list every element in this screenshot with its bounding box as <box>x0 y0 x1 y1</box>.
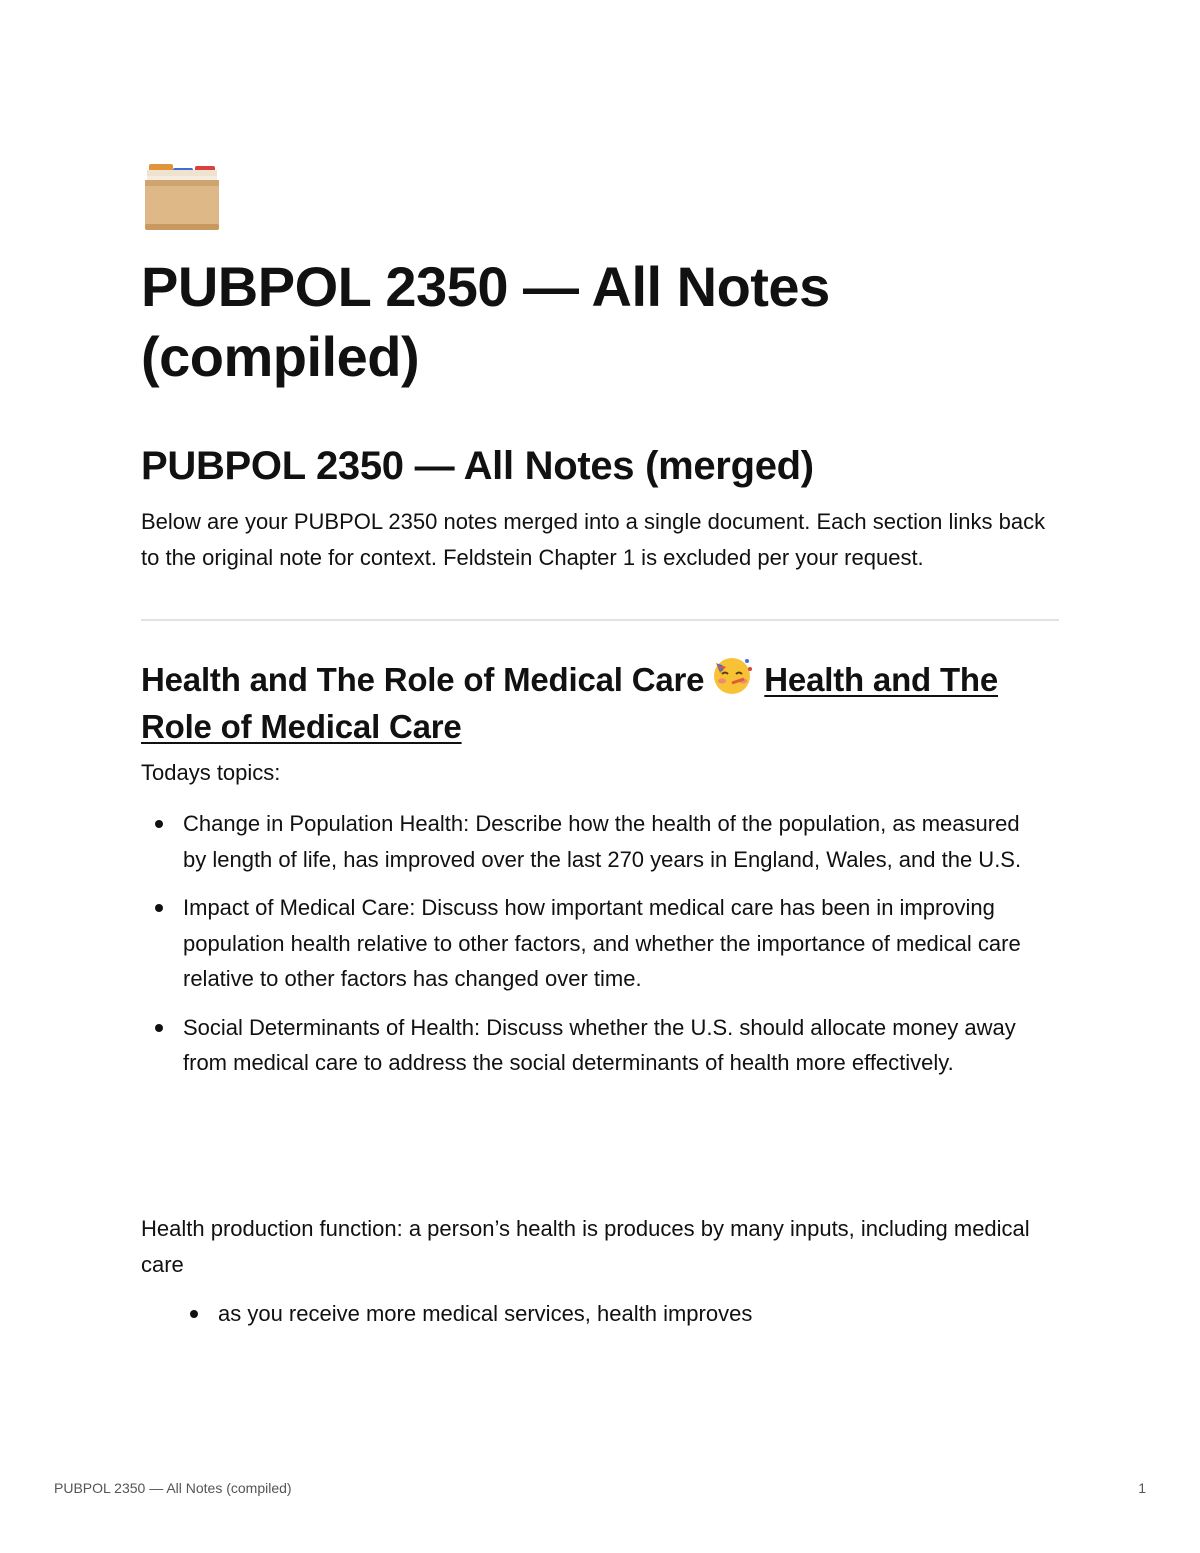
page-number: 1 <box>1138 1480 1146 1496</box>
list-item-text: Social Determinants of Health: Discuss whether the U.S. should allocate money away from medical care to address the social determinants of health more effectively. <box>183 1014 1016 1075</box>
document-heading: PUBPOL 2350 — All Notes (merged) <box>141 444 814 488</box>
bullet-icon <box>155 904 163 912</box>
intro-paragraph: Below are your PUBPOL 2350 notes merged into a single document. Each section links back to the original note for context. Feldstein Chapter 1 is excluded per your request. <box>141 509 1046 570</box>
topics-label: Todays topics: <box>141 760 281 785</box>
section-heading-text: Health and The Role of Medical Care <box>141 661 705 698</box>
health-production-function-text: Health production function: a person’s health is produces by many inputs, including medical care <box>141 1216 1030 1277</box>
card-index-dividers-icon <box>143 160 221 232</box>
section-heading <box>141 655 1041 748</box>
section-divider <box>141 619 1059 621</box>
page-title: PUBPOL 2350 — All Notes (compiled) <box>141 255 830 388</box>
list-item-text: Impact of Medical Care: Discuss how important medical care has been in improving population health relative to other factors, and whether the importance of medical care relative to other factors has changed over time. <box>183 895 1021 991</box>
bullet-icon <box>155 1024 163 1032</box>
list-item <box>176 1296 1036 1332</box>
original-note-link[interactable]: Health and The Role of Medical Care <box>141 661 999 745</box>
bullet-icon <box>190 1310 198 1318</box>
list-item-text: Change in Population Health: Describe how the health of the population, as measured by length of life, has improved over the last 270 years in England, Wales, and the U.S. <box>183 811 1022 872</box>
sub-list <box>176 1296 1036 1332</box>
list-item-text: as you receive more medical services, health improves <box>218 1301 753 1326</box>
list-item <box>141 806 1041 877</box>
footer-title: PUBPOL 2350 — All Notes (compiled) <box>54 1480 292 1496</box>
list-item <box>141 890 1041 997</box>
topics-list <box>141 806 1041 1094</box>
list-item <box>141 1010 1041 1081</box>
bullet-icon <box>155 820 163 828</box>
partying-face-icon <box>710 655 754 705</box>
